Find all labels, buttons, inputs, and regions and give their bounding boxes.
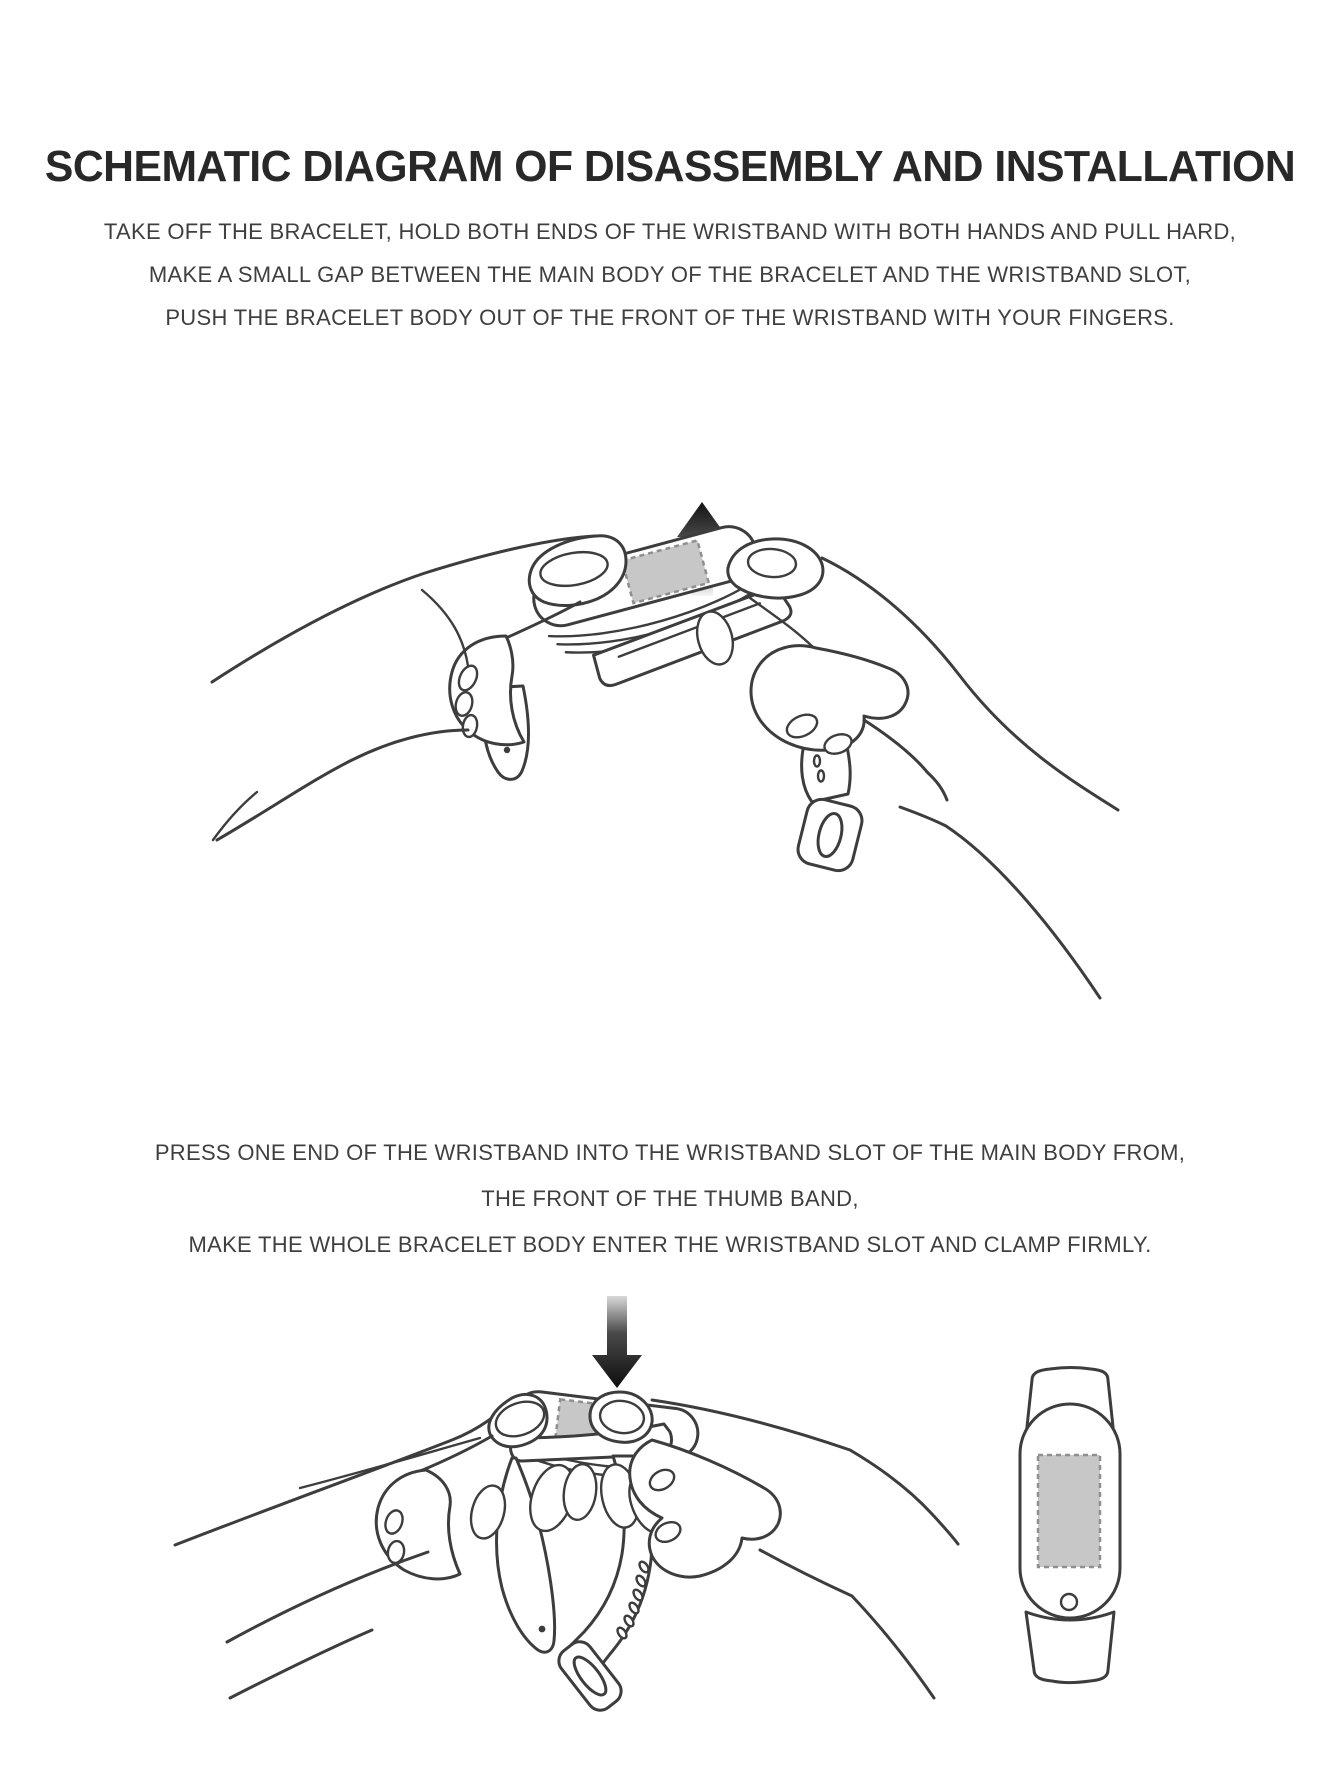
instruction-line: PUSH THE BRACELET BODY OUT OF THE FRONT OF THE WRISTBAND WITH YOUR FINGERS. — [165, 305, 1175, 330]
step1-text — [0, 210, 1340, 339]
left-hand-drawing — [175, 1394, 549, 1698]
instruction-line: THE FRONT OF THE THUMB BAND, — [481, 1186, 859, 1211]
band-front-view — [1020, 1368, 1120, 1683]
down-arrow-icon — [592, 1296, 642, 1388]
step2-illustration — [60, 1280, 1280, 1785]
left-hand-drawing — [212, 536, 626, 840]
step1-illustration — [60, 430, 1280, 1100]
instruction-line: PRESS ONE END OF THE WRISTBAND INTO THE WRISTBAND SLOT OF THE MAIN BODY FROM, — [154, 1140, 1186, 1165]
step2-text — [0, 1130, 1340, 1268]
disassembly-drawing — [60, 430, 1280, 1100]
band-button — [1061, 1594, 1077, 1610]
installation-drawing — [60, 1280, 1280, 1785]
screen-area-front — [1038, 1455, 1100, 1567]
wristband-strap-right — [795, 742, 865, 874]
page-title: SCHEMATIC DIAGRAM OF DISASSEMBLY AND INSTALLATION — [44, 142, 1296, 192]
instruction-line: MAKE THE WHOLE BRACELET BODY ENTER THE WRISTBAND SLOT AND CLAMP FIRMLY. — [188, 1232, 1152, 1257]
instruction-line: TAKE OFF THE BRACELET, HOLD BOTH ENDS OF THE WRISTBAND WITH BOTH HANDS AND PULL HARD, — [103, 219, 1237, 244]
instruction-line: MAKE A SMALL GAP BETWEEN THE MAIN BODY OF THE BRACELET AND THE WRISTBAND SLOT, — [148, 262, 1192, 287]
right-curled-fingers — [630, 1440, 781, 1577]
band-bottom — [1026, 1612, 1114, 1683]
